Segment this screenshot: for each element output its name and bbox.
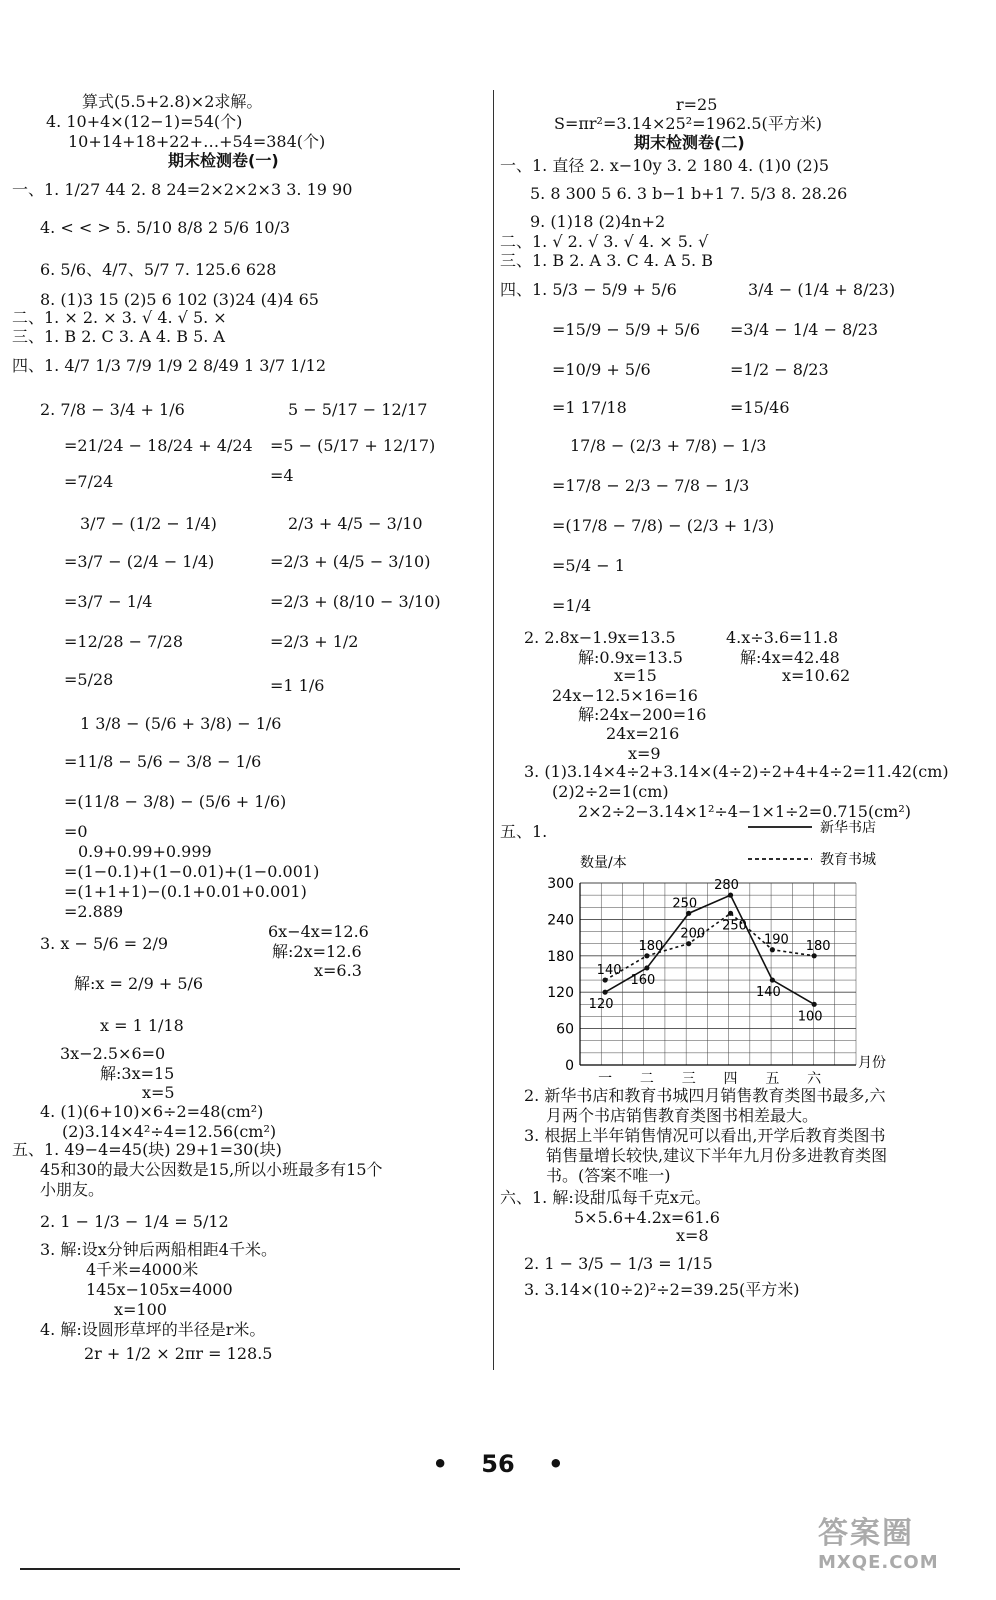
data-point	[686, 941, 691, 946]
text-line: 3. 3.14×(10÷2)²÷2=39.25(平方米)	[524, 1280, 800, 1299]
text-line: =5/4 − 1	[552, 556, 625, 575]
text-line: 2. 新华书店和教育书城四月销售教育类图书最多,六	[524, 1086, 886, 1105]
text-line: 解:24x−200=16	[578, 705, 707, 724]
data-label: 250	[672, 896, 698, 912]
text-line: =3/7 − (2/4 − 1/4)	[64, 552, 215, 571]
footer-rule	[20, 1568, 460, 1570]
text-line: 45和30的最大公因数是15,所以小班最多有15个	[40, 1160, 383, 1179]
text-line: 一、1. 直径 2. x−10y 3. 2 180 4. (1)0 (2)5	[500, 156, 830, 175]
text-line: x=5	[142, 1083, 175, 1102]
x-tick-label: 二	[639, 1071, 654, 1085]
data-point	[602, 977, 607, 982]
text-line: 解:3x=15	[100, 1064, 175, 1083]
section-title: 期末检测卷(一)	[168, 151, 279, 170]
data-point	[812, 1002, 817, 1007]
data-label: 120	[588, 997, 614, 1013]
text-line: =0	[64, 822, 88, 841]
data-label: 180	[638, 938, 664, 954]
text-line: 3. x − 5/6 = 2/9	[40, 934, 169, 953]
text-line: 8. (1)3 15 (2)5 6 102 (3)24 (4)4 65	[40, 290, 319, 309]
chart-legend	[748, 819, 876, 868]
data-label: 100	[797, 1009, 823, 1025]
text-line: =11/8 − 5/6 − 3/8 − 1/6	[64, 752, 262, 771]
watermark-top: 答案圈	[818, 1516, 914, 1551]
text-line: =5 − (5/17 + 12/17)	[270, 436, 436, 455]
section-title: 期末检测卷(二)	[634, 133, 745, 152]
text-line: 五、1. 49−4=45(块) 29+1=30(块)	[12, 1140, 282, 1159]
data-label: 140	[755, 985, 781, 1001]
column-divider	[493, 90, 494, 1370]
text-line: x=6.3	[314, 961, 362, 980]
text-line: =2.889	[64, 902, 124, 921]
text-line: 6. 5/6、4/7、5/7 7. 125.6 628	[40, 260, 277, 279]
text-line: 4. 解:设圆形草坪的半径是r米。	[40, 1320, 266, 1339]
series-line	[605, 895, 814, 1004]
text-line: 4. 10+4×(12−1)=54(个)	[46, 112, 243, 131]
text-line: =(17/8 − 7/8) − (2/3 + 1/3)	[552, 516, 775, 535]
data-point	[686, 911, 691, 916]
data-point	[602, 990, 607, 995]
data-point	[644, 953, 649, 958]
text-line: 3. 根据上半年销售情况可以看出,开学后教育类图书	[524, 1126, 886, 1145]
text-line: =(1+1+1)−(0.1+0.01+0.001)	[64, 882, 307, 901]
data-label: 200	[680, 926, 706, 942]
text-line: =1 17/18	[552, 398, 627, 417]
data-point	[728, 893, 733, 898]
legend-label: 教育书城	[820, 852, 876, 868]
text-line: 24x−12.5×16=16	[552, 686, 698, 705]
text-line: 四、1. 5/3 − 5/9 + 5/6	[500, 280, 677, 299]
text-line: =1/2 − 8/23	[730, 360, 829, 379]
text-line: 3/7 − (1/2 − 1/4)	[80, 514, 217, 533]
text-line: 二、1. × 2. × 3. √ 4. √ 5. ×	[12, 308, 227, 327]
legend-label: 新华书店	[820, 820, 876, 836]
data-point	[770, 977, 775, 982]
y-tick-label: 300	[547, 876, 574, 892]
x-axis-label: 月份	[858, 1055, 886, 1071]
chart-series	[589, 878, 831, 1024]
text-line: (2)3.14×4²÷4=12.56(cm²)	[62, 1122, 277, 1141]
text-line: =15/9 − 5/9 + 5/6	[552, 320, 700, 339]
x-tick-label: 四	[723, 1071, 738, 1085]
data-label: 140	[596, 963, 622, 979]
text-line: =3/4 − 1/4 − 8/23	[730, 320, 878, 339]
text-line: =5/28	[64, 670, 114, 689]
text-line: 小朋友。	[40, 1180, 105, 1199]
x-tick-label: 六	[807, 1071, 822, 1085]
text-line: 4.x÷3.6=11.8	[726, 628, 839, 647]
y-tick-label: 0	[565, 1058, 574, 1074]
text-line: =2/3 + 1/2	[270, 632, 359, 651]
y-tick-label: 240	[547, 912, 574, 929]
y-tick-label: 120	[547, 985, 574, 1002]
text-line: =15/46	[730, 398, 790, 417]
text-line: x = 1 1/18	[100, 1016, 184, 1035]
y-axis-label: 数量/本	[580, 855, 627, 871]
text-line: 二、1. √ 2. √ 3. √ 4. × 5. √	[500, 232, 709, 251]
text-line: =7/24	[64, 472, 114, 491]
text-line: x=8	[676, 1226, 709, 1245]
text-line: 五、1.	[500, 822, 548, 841]
text-line: 六、1. 解:设甜瓜每千克x元。	[500, 1188, 711, 1207]
text-line: =(11/8 − 3/8) − (5/6 + 1/6)	[64, 792, 287, 811]
text-line: =(1−0.1)+(1−0.01)+(1−0.001)	[64, 862, 320, 881]
y-tick-label: 60	[556, 1021, 574, 1038]
text-line: S=πr²=3.14×25²=1962.5(平方米)	[554, 114, 823, 133]
text-line: 6x−4x=12.6	[268, 922, 369, 941]
x-tick-label: 五	[765, 1071, 780, 1085]
text-line: 3. 解:设x分钟后两船相距4千米。	[40, 1240, 277, 1259]
text-line: x=100	[114, 1300, 167, 1319]
page-dot: •	[432, 1450, 448, 1478]
text-line: 1 3/8 − (5/6 + 3/8) − 1/6	[80, 714, 282, 733]
text-line: 四、1. 4/7 1/3 7/9 1/9 2 8/49 1 3/7 1/12	[12, 356, 327, 375]
text-line: 2. 7/8 − 3/4 + 1/6	[40, 400, 185, 419]
text-line: 5 − 5/17 − 12/17	[288, 400, 428, 419]
text-line: 2×2÷2−3.14×1²÷4−1×1÷2=0.715(cm²)	[578, 802, 911, 821]
text-line: 算式(5.5+2.8)×2求解。	[82, 92, 263, 111]
text-line: 2r + 1/2 × 2πr = 128.5	[84, 1344, 273, 1363]
text-line: =4	[270, 466, 294, 485]
text-line: 解:2x=12.6	[272, 942, 362, 961]
text-line: 5×5.6+4.2x=61.6	[574, 1208, 720, 1227]
data-label: 180	[805, 938, 831, 954]
text-line: x=15	[614, 666, 657, 685]
text-line: 解:x = 2/9 + 5/6	[74, 974, 204, 993]
text-line: 4千米=4000米	[86, 1260, 199, 1279]
text-line: 三、1. B 2. A 3. C 4. A 5. B	[500, 251, 713, 270]
text-line: =10/9 + 5/6	[552, 360, 651, 379]
text-line: =1/4	[552, 596, 592, 615]
text-line: 24x=216	[606, 724, 680, 743]
text-line: =12/28 − 7/28	[64, 632, 184, 651]
data-point	[770, 947, 775, 952]
data-label: 280	[714, 878, 739, 894]
x-tick-label: 三	[681, 1071, 696, 1085]
text-line: 2. 1 − 3/5 − 1/3 = 1/15	[524, 1254, 713, 1273]
text-line: 10+14+18+22+…+54=384(个)	[68, 132, 326, 151]
text-line: 销售量增长较快,建议下半年九月份多进教育类图	[546, 1146, 888, 1165]
data-label: 160	[630, 972, 656, 988]
text-line: 4. < < > 5. 5/10 8/8 2 5/6 10/3	[40, 218, 291, 237]
text-line: =3/7 − 1/4	[64, 592, 153, 611]
text-line: 一、1. 1/27 44 2. 8 24=2×2×2×3 3. 19 90	[12, 180, 353, 199]
x-tick-label: 一	[598, 1071, 613, 1085]
text-line: =21/24 − 18/24 + 4/24	[64, 436, 253, 455]
data-point	[728, 911, 733, 916]
text-line: 书。(答案不唯一)	[546, 1166, 671, 1185]
text-line: =2/3 + (8/10 − 3/10)	[270, 592, 441, 611]
text-line: 5. 8 300 5 6. 3 b−1 b+1 7. 5/3 8. 28.26	[530, 184, 848, 203]
data-point	[644, 965, 649, 970]
text-line: 2. 2.8x−1.9x=13.5	[524, 628, 676, 647]
text-line: 三、1. B 2. C 3. A 4. B 5. A	[12, 327, 225, 346]
data-label: 250	[722, 918, 747, 934]
text-line: 3/4 − (1/4 + 8/23)	[748, 280, 896, 299]
text-line: 0.9+0.99+0.999	[78, 842, 212, 861]
text-line: x=10.62	[782, 666, 851, 685]
data-label: 190	[763, 932, 789, 948]
text-line: =17/8 − 2/3 − 7/8 − 1/3	[552, 476, 750, 495]
line-chart	[500, 815, 900, 1085]
watermark-logo	[818, 1508, 978, 1588]
text-line: 解:0.9x=13.5	[578, 648, 683, 667]
text-line: 9. (1)18 (2)4n+2	[530, 212, 666, 231]
y-tick-label: 180	[547, 948, 574, 965]
text-line: =2/3 + (4/5 − 3/10)	[270, 552, 431, 571]
text-line: 17/8 − (2/3 + 7/8) − 1/3	[570, 436, 767, 455]
text-line: 3. (1)3.14×4÷2+3.14×(4÷2)÷2+4+4÷2=11.42(cm)	[524, 762, 949, 781]
text-line: x=9	[628, 744, 661, 763]
text-line: 2/3 + 4/5 − 3/10	[288, 514, 423, 533]
text-line: 4. (1)(6+10)×6÷2=48(cm²)	[40, 1102, 264, 1121]
page-number-value: 56	[481, 1450, 515, 1478]
text-line: 2. 1 − 1/3 − 1/4 = 5/12	[40, 1212, 229, 1231]
text-line: r=25	[676, 95, 718, 114]
text-line: (2)2÷2=1(cm)	[552, 782, 669, 801]
text-line: =1 1/6	[270, 676, 325, 695]
data-point	[812, 953, 817, 958]
watermark-bottom: MXQE.COM	[818, 1552, 939, 1573]
text-line: 月两个书店销售教育类图书相差最大。	[546, 1106, 819, 1125]
page-number	[0, 1450, 996, 1478]
text-line: 145x−105x=4000	[86, 1280, 233, 1299]
page-dot: •	[548, 1450, 564, 1478]
text-line: 3x−2.5×6=0	[60, 1044, 166, 1063]
text-line: 解:4x=42.48	[740, 648, 840, 667]
